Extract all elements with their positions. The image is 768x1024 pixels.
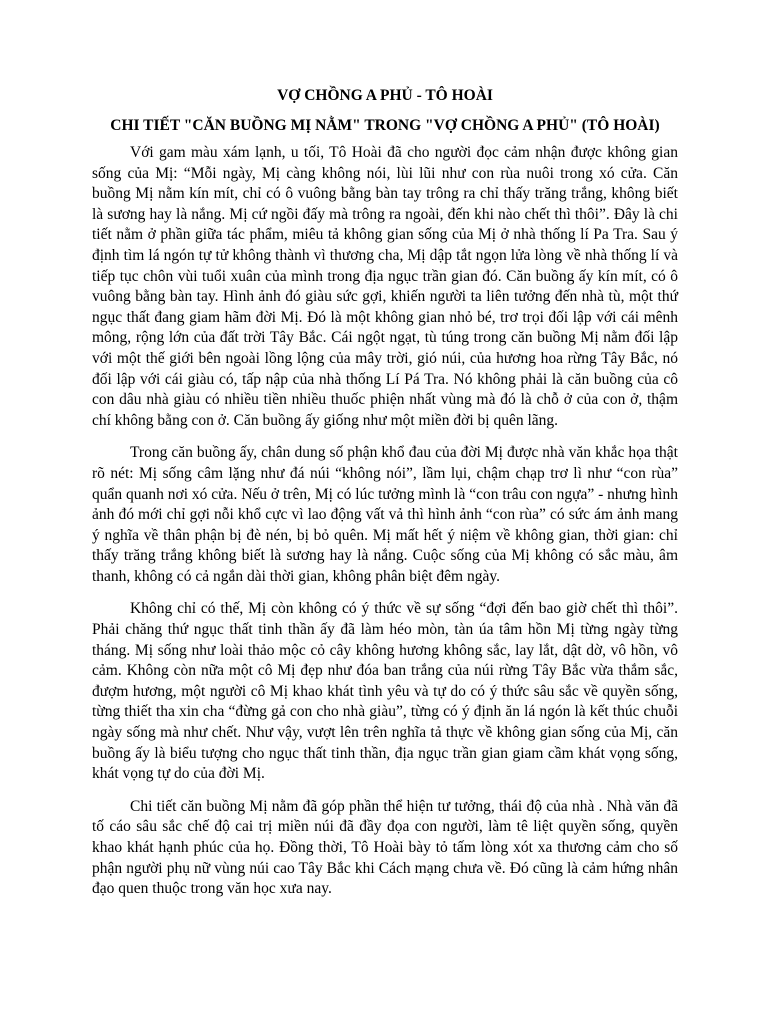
document-title: VỢ CHỒNG A PHỦ - TÔ HOÀI	[277, 87, 493, 104]
document-page	[92, 86, 678, 912]
paragraph-2: Trong căn buồng ấy, chân dung số phận khổ đau của đời Mị được nhà văn khắc họa thật rõ nét: Mị sống câm lặng như đá núi “không nói”, lầm lụi, chậm chạp trơ lì như “con rùa” quẩn quanh nơi xó cửa. Nếu ở trên, Mị có lúc tưởng mình là “con trâu con ngựa” - nhưng hình ảnh đó mới chỉ gợi nỗi khổ cực vì lao động vất vả thì hình ảnh “con rùa” có sức ám ảnh mang ý nghĩa về thân phận bị đè nén, bị bỏ quên. Mị mất hết ý niệm về không gian, thời gian: chỉ thấy trăng trắng không biết là sương hay là nắng. Cuộc sống của Mị không có sắc màu, âm thanh, không có cả ngắn dài thời gian, không phân biệt đêm ngày.	[92, 444, 678, 585]
paragraph-3: Không chỉ có thế, Mị còn không có ý thức về sự sống “đợi đến bao giờ chết thì thôi”. Phải chăng thứ ngục thất tinh thần ấy đã làm héo mòn, tàn úa tâm hồn Mị từng ngày từng tháng. Mị sống như loài thảo mộc cỏ cây không hương không sắc, lay lắt, dật dờ, vô hồn, vô cảm. Không còn nữa một cô Mị đẹp như đóa ban trắng của núi rừng Tây Bắc vừa thắm sắc, đượm hương, một người cô Mị khao khát tình yêu và tự do có ý thức sâu sắc về quyền sống, từng thiết tha xin cha “đừng gả con cho nhà giàu”, từng có ý định ăn lá ngón là kết thúc chuỗi ngày sống mà như chết. Như vậy, vượt lên trên nghĩa tả thực về không gian sống của Mị, căn buồng ấy là biểu tượng cho ngục thất tinh thần, địa ngục trần gian giam cầm khát vọng sống, khát vọng tự do của đời Mị.	[92, 600, 678, 783]
paragraph-1: Với gam màu xám lạnh, u tối, Tô Hoài đã cho người đọc cảm nhận được không gian sống của Mị: “Mỗi ngày, Mị càng không nói, lùi lũi như con rùa nuôi trong xó cửa. Căn buồng Mị nằm kín mít, chỉ có ô vuông bằng bàn tay trông ra chỉ thấy trăng trắng, không biết là sương hay là nắng. Mị cứ ngồi đấy mà trông ra ngoài, đến khi nào chết thì thôi”. Đây là chi tiết nằm ở phần giữa tác phẩm, miêu tả không gian sống của Mị ở nhà thống lí Pa Tra. Sau ý định tìm lá ngón tự tử không thành vì thương cha, Mị dập tắt ngọn lửa lòng về nhà thống lí và tiếp tục chôn vùi tuổi xuân của mình trong địa ngục trần gian đó. Căn buồng ấy kín mít, có ô vuông bằng bàn tay. Hình ảnh đó giàu sức gợi, khiến người ta liên tưởng đến nhà tù, một thứ ngục thất đang giam hãm đời Mị. Đó là một không gian nhỏ bé, trơ trọi đối lập với cái mênh mông, rộng lớn của đất trời Tây Bắc. Cái ngột ngạt, tù túng trong căn buồng Mị nằm đối lập với một thế giới bên ngoài lồng lộng của mây trời, gió núi, của hương hoa rừng Tây Bắc, nó đối lập với cái giàu có, tấp nập của nhà thống Lí Pá Tra. Nó không phải là căn buồng của cô con dâu nhà giàu có nhiều tiền nhiều thuốc phiện nhất vùng mà đó là chỗ ở của con ở, thậm chí không bằng con ở. Căn buồng ấy giống như một miền đời bị quên lãng.	[92, 144, 678, 429]
paragraph-4: Chi tiết căn buồng Mị nằm đã góp phần thể hiện tư tưởng, thái độ của nhà . Nhà văn đã tố cáo sâu sắc chế độ cai trị miền núi đã đầy đọa con người, làm tê liệt quyền sống, quyền khao khát hạnh phúc của họ. Đồng thời, Tô Hoài bày tỏ tấm lòng xót xa thương cảm cho số phận người phụ nữ vùng núi cao Tây Bắc khi Cách mạng chưa về. Đó cũng là cảm hứng nhân đạo quen thuộc trong văn học xưa nay.	[92, 797, 678, 898]
document-subtitle: CHI TIẾT "CĂN BUỒNG MỊ NẰM" TRONG "VỢ CHỒNG A PHỦ" (TÔ HOÀI)	[110, 117, 660, 134]
